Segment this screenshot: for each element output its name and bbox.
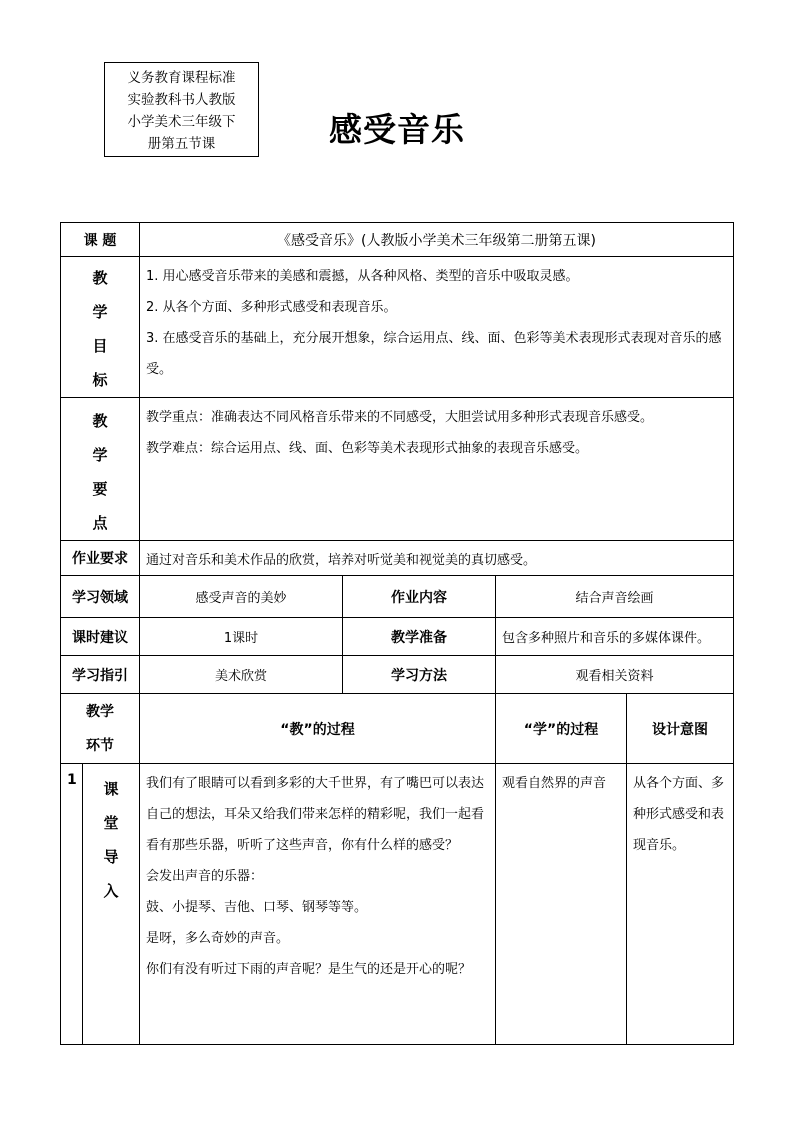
time-value: 1课时 <box>140 618 343 656</box>
keypoints-text <box>140 398 734 541</box>
time-label: 课时建议 <box>61 618 140 656</box>
design-intent-text: 从各个方面、多种形式感受和表现音乐。 <box>627 764 734 1045</box>
field-value: 感受声音的美妙 <box>140 576 343 618</box>
teach-paragraph: 会发出声音的乐器： <box>146 869 264 884</box>
objective-item: 3. 在感受音乐的基础上，充分展开想象，综合运用点、线、面、色彩等美术表现形式表现对音乐的感受。 <box>146 331 722 377</box>
lesson-step-row <box>61 764 734 1045</box>
objectives-row <box>61 257 734 398</box>
topic-row <box>61 223 734 257</box>
learn-process-header: “学”的过程 <box>496 694 627 764</box>
step-number: 1 <box>61 764 83 1045</box>
keypoints-label: 教 学 要 点 <box>61 398 140 541</box>
step-stage-label: 课 堂 导 入 <box>83 764 140 1045</box>
homework-req-label: 作业要求 <box>61 541 140 576</box>
guide-value: 美术欣赏 <box>140 656 343 694</box>
stage-header: 教学 环节 <box>61 694 140 764</box>
design-intent-header: 设计意图 <box>627 694 734 764</box>
keypoint-item: 教学难点：综合运用点、线、面、色彩等美术表现形式抽象的表现音乐感受。 <box>146 441 589 456</box>
teach-paragraph: 是呀，多么奇妙的声音。 <box>146 931 290 946</box>
page-title: 感受音乐 <box>329 110 465 149</box>
field-row <box>61 576 734 618</box>
objective-item: 1. 用心感受音乐带来的美感和震撼，从各种风格、类型的音乐中吸取灵感。 <box>146 269 579 284</box>
textbook-info-line: 义务教育课程标准 <box>127 70 236 86</box>
textbook-info-line: 小学美术三年级下 <box>127 114 236 130</box>
teach-paragraph: 鼓、小提琴、吉他、口琴、钢琴等等。 <box>146 900 368 915</box>
teach-paragraph: 我们有了眼睛可以看到多彩的大千世界，有了嘴巴可以表达自己的想法，耳朵又给我们带来怎样的精彩呢，我们一起看看有那些乐器，听听了这些声音，你有什么样的感受？ <box>146 776 485 853</box>
hw-content-label: 作业内容 <box>343 576 496 618</box>
homework-req-value: 通过对音乐和美术作品的欣赏，培养对听觉美和视觉美的真切感受。 <box>140 541 734 576</box>
keypoints-row <box>61 398 734 541</box>
guide-row <box>61 656 734 694</box>
teach-process-header: “教”的过程 <box>140 694 496 764</box>
prep-value: 包含多种照片和音乐的多媒体课件。 <box>496 618 734 656</box>
lesson-plan-table <box>60 222 734 1045</box>
textbook-info-line: 实验教科书人教版 <box>127 92 236 108</box>
topic-value: 《感受音乐》(人教版小学美术三年级第二册第五课) <box>140 223 734 257</box>
teach-process-text <box>140 764 496 1045</box>
teach-paragraph: 你们有没有听过下雨的声音呢？是生气的还是开心的呢？ <box>146 962 472 977</box>
objective-item: 2. 从各个方面、多种形式感受和表现音乐。 <box>146 300 397 315</box>
prep-label: 教学准备 <box>343 618 496 656</box>
textbook-info-line: 册第五节课 <box>147 136 216 152</box>
time-row <box>61 618 734 656</box>
learn-process-text: 观看自然界的声音 <box>496 764 627 1045</box>
objectives-label: 教 学 目 标 <box>61 257 140 398</box>
method-label: 学习方法 <box>343 656 496 694</box>
method-value: 观看相关资料 <box>496 656 734 694</box>
guide-label: 学习指引 <box>61 656 140 694</box>
hw-content-value: 结合声音绘画 <box>496 576 734 618</box>
keypoint-item: 教学重点：准确表达不同风格音乐带来的不同感受，大胆尝试用多种形式表现音乐感受。 <box>146 410 654 425</box>
process-header-row <box>61 694 734 764</box>
homework-req-row <box>61 541 734 576</box>
topic-label: 课 题 <box>61 223 140 257</box>
objectives-text <box>140 257 734 398</box>
field-label: 学习领域 <box>61 576 140 618</box>
